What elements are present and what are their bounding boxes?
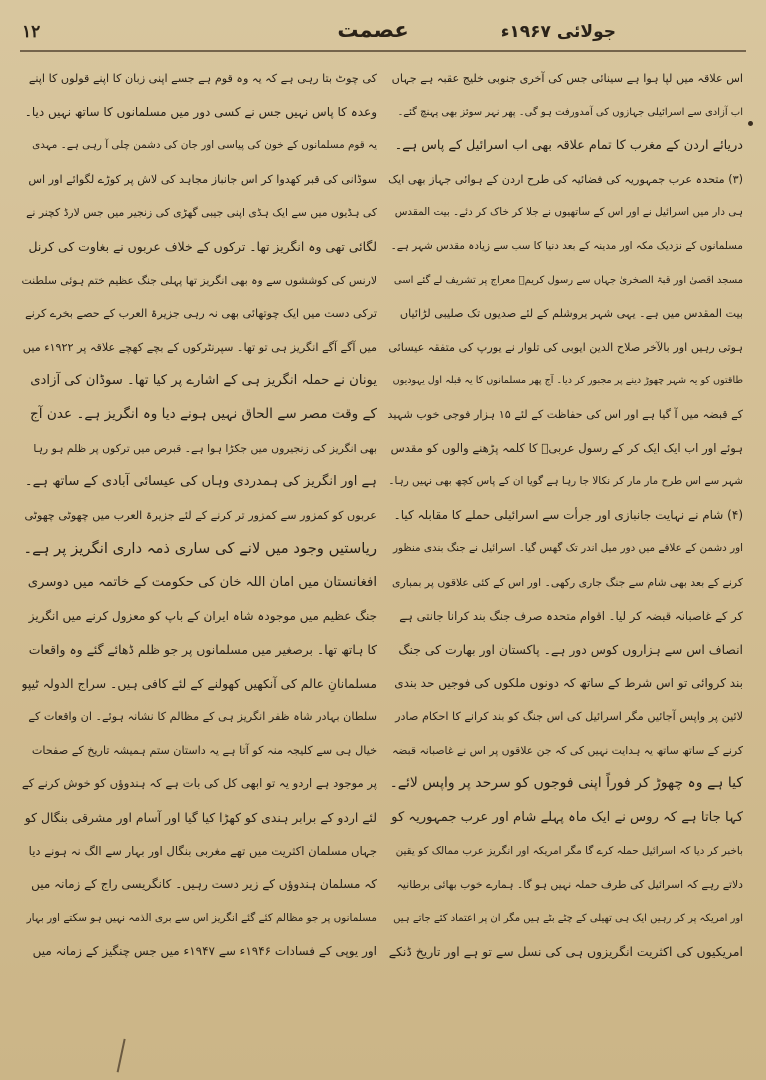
text-line: مسلمانوں کے نزدیک مکہ اور مدینہ کے بعد دنیا کا سب سے زیادہ مقدس شہر ہے۔	[390, 239, 743, 252]
text-line: مسجد اقصیٰ اور قبۃ الصخریٰ جہاں سے رسول کریمؐ معراج پر تشریف لے گئے اسی	[393, 274, 743, 286]
text-line: کے وقت مصر سے الحاق نہیں ہونے دیا وہ انگریز ہے۔ عدن آج	[30, 405, 377, 422]
text-line: بند کروائی تو اس شرط کے ساتھ کہ دونوں ملکوں کی فوجیں حد بندی	[394, 675, 743, 690]
text-line: لارنس کی کوششوں سے وہ بھی انگریز تھا پہلی جنگ عظیم ختم ہوئی سلطنت	[22, 273, 377, 287]
header-rule	[20, 50, 746, 52]
text-line: ہے اور انگریز کی ہمدردی وہاں کی عیسائی آبادی کے ساتھ ہے۔	[24, 474, 377, 490]
issue-date: جولائی ۱۹۶۷ء	[500, 22, 616, 42]
text-line: ترکی دست میں ایک چوتھائی بھی نہ رہی جزیرۃ العرب کے حصے بخرے کرنے	[25, 307, 377, 321]
text-line: کا ہاتھ تھا۔ برصغیر میں مسلمانوں پر جو ظلم ڈھائے گئے وہ واقعات	[28, 642, 377, 658]
text-line: عربوں کو کمزور سے کمزور تر کرنے کے لئے جزیرۃ العرب میں چھوٹی چھوٹی	[24, 508, 377, 522]
text-line: باخبر کر دیا کہ اسرائیل حملہ کرے گا مگر امریکہ اور انگریز عرب ممالک کو یقین	[395, 844, 743, 857]
text-line: لگائی تھی وہ انگریز تھا۔ ترکوں کے خلاف عربوں نے بغاوت کی کرنل	[28, 238, 377, 254]
left-text-column	[22, 62, 377, 1022]
text-line: پر موجود ہے اردو یہ تو ابھی کل کی بات ہے کہ ہندوؤں کو خوش کرنے کے	[22, 776, 377, 791]
text-line: جہاں مسلمان اکثریت میں تھے مغربی بنگال اور بہار سے الگ نہ ہونے دیا	[28, 843, 377, 858]
text-line: میں آگے آگے انگریز ہی تو تھا۔ سپرنٹرکوں کے بچے کھچے علاقہ پر ۱۹۲۲ء میں	[22, 340, 377, 354]
text-line: کی ہڈیوں میں سے ایک ہڈی اپنی جیبی گھڑی کی زنجیر میں جس لارڈ کچنر نے	[26, 206, 377, 220]
text-line: (۴) شام نے نہایت جانبازی اور جرأت سے اسرائیلی حملے کا مقابلہ کیا۔	[393, 507, 743, 522]
text-line: اس علاقہ میں لپا ہوا ہے سینائی جس کی آخری جنوبی خلیج عقبہ ہے جہاں	[391, 72, 743, 85]
text-line: کر کے غاصبانہ قبضہ کر لیا۔ اقوام متحدہ صرف جنگ بند کرانا جانتی ہے	[399, 608, 743, 623]
text-line: جنگ عظیم میں موجودہ شاہ ایران کے باپ کو معزول کرنے میں انگریز	[28, 608, 377, 623]
text-line: اب آزادی سے اسرائیلی جہازوں کی آمدورفت ہو گی۔ پھر نہر سوئز بھی پہنچ گئے۔	[397, 106, 743, 118]
page-number: ۱۲	[22, 22, 41, 42]
text-line: لائین پر واپس آجائیں مگر اسرائیل کی اس جنگ کو بند کرانے کا احکام صادر	[395, 710, 743, 724]
text-line: دلاتے رہے کہ اسرائیل کی طرف حملہ نہیں ہو گا۔ ہمارے خوب بھائی برطانیہ	[396, 878, 743, 892]
text-line: ہوئے اور اب ایک ایک کر کے رسول عربیؐ کا کلمہ پڑھنے والوں کو مقدس	[390, 440, 743, 455]
margin-pen-mark	[117, 1039, 140, 1076]
page-header	[0, 18, 766, 58]
text-line: اور یوپی کے فسادات ۱۹۴۶ء سے ۱۹۴۷ء میں جس چنگیز کے زمانہ میں	[32, 944, 377, 959]
journal-title: عصمت	[337, 18, 409, 42]
margin-dot	[748, 121, 753, 126]
text-line: لئے اردو کے برابر ہندی کو کھڑا کیا گیا اور آسام اور مشرقی بنگال کو	[24, 810, 377, 826]
text-line: دریائے اردن کے مغرب کا تمام علاقہ بھی اب اسرائیل کے پاس ہے۔	[394, 138, 743, 154]
text-line: ہوتی رہیں اور بالآخر صلاح الدین ایوبی کی تلوار نے یورپ کی متفقہ عیسائی	[388, 340, 743, 354]
text-line: سوڈانی کی قبر کھدوا کر اس جانباز مجاہد کی لاش پر کوڑے لگوائے اور اس	[28, 172, 377, 186]
text-line: وعدہ کا پاس نہیں جس نے کسی دور میں مسلمانوں کا ساتھ نہیں دیا۔	[24, 104, 377, 119]
text-line: (۳) متحدہ عرب جمہوریہ کی فضائیہ کی طرح اردن کے ہوائی جہاز بھی ایک	[388, 172, 743, 186]
text-line: بیت المقدس میں ہے۔ یہی شہر یروشلم کے لئے صدیوں تک صلیبی لڑائیاں	[399, 307, 743, 321]
text-line: انصاف اس سے ہزاروں کوس دور ہے۔ پاکستان اور بھارت کی جنگ	[398, 642, 743, 658]
text-line: بھی انگریز کی زنجیروں میں جکڑا ہوا ہے۔ قبرص میں ترکوں پر ظلم ہو رہا	[33, 441, 377, 455]
text-line: ریاستیں وجود میں لانے کی ساری ذمہ داری انگریز پر ہے۔	[23, 540, 377, 558]
text-line: شہر سے اس طرح مار مار کر نکالا جا رہا ہے گویا ان کے پاس کچھ بھی نہیں رہا۔	[388, 475, 743, 488]
text-line: اور دشمن کے علاقے میں دور میل اندر تک گھس گیا۔ اسرائیل نے جنگ بندی منظور	[393, 542, 743, 555]
text-line: امریکیوں کی اکثریت انگریزوں ہی کی نسل سے تو ہے اور تاریخ ڈنکے	[388, 944, 743, 960]
text-line: اور امریکہ پر کر رہیں ایک ہی تھیلی کے چٹے بٹے ہیں مگر ان پر اعتماد کئے جاتے ہیں	[393, 912, 743, 924]
text-line: یہ قوم مسلمانوں کے خون کی پیاسی اور جان کی دشمن چلی آ رہی ہے۔ مہدی	[32, 139, 377, 152]
text-line: افغانستان میں امان اللہ خان کی حکومت کے خاتمہ میں دوسری	[27, 574, 377, 590]
text-line: خیال ہی سے کلیجہ منہ کو آتا ہے یہ داستان ستم ہمیشہ تاریخ کے صفحات	[31, 743, 377, 757]
text-line: مسلمانانِ عالم کی آنکھیں کھولنے کے لئے کافی ہیں۔ سراج الدولہ ٹیپو	[22, 675, 377, 691]
text-line: طاقتوں کو یہ شہر چھوڑ دینے پر مجبور کر دیا۔ آج پھر مسلمانوں کا یہ قبلہ اول یہودیوں	[392, 375, 743, 387]
text-line: مسلمانوں پر جو مظالم کئے گئے انگریز اس سے بری الذمہ نہیں ہو سکتے اور بہار	[26, 911, 377, 924]
text-line: کرنے کے ساتھ ساتھ یہ ہدایت نہیں کی کہ جن علاقوں پر اس نے غاصبانہ قبضہ	[391, 743, 743, 757]
text-line: کہ مسلمان ہندوؤں کے زیر دست رہیں۔ کانگریسی راج کے زمانہ میں	[31, 877, 377, 892]
text-line: یونان نے حملہ انگریز ہی کے اشارے پر کیا تھا۔ سوڈان کی آزادی	[30, 373, 377, 389]
text-line: کہا جاتا ہے کہ روس نے ایک ماہ پہلے شام اور عرب جمہوریہ کو	[391, 810, 743, 826]
text-line: سلطان بہادر شاہ ظفر انگریز ہی کے مظالم کا نشانہ ہوئے۔ ان واقعات کے	[28, 710, 377, 724]
text-line: کرنے کے بعد بھی شام سے جنگ جاری رکھی۔ اور اس کے کئی علاقوں پر بمباری	[392, 575, 743, 589]
text-line: کے قبضہ میں آ گیا ہے اور اس کی حفاظت کے لئے ۱۵ ہزار فوجی خوب شہید	[388, 407, 743, 421]
text-line: ہی دار میں اسرائیل نے اور اس کے ساتھیوں نے جلا کر خاک کر دئے۔ بیت المقدس	[394, 206, 743, 219]
text-line: کی چوٹ بتا رہی ہے کہ یہ وہ قوم ہے جسے اپنی زبان کا اپنے قولوں کا اپنے	[28, 72, 377, 85]
right-text-column	[388, 62, 743, 1022]
text-line: کیا ہے وہ چھوڑ کر فوراً اپنی فوجوں کو سرحد پر واپس لائے۔	[389, 775, 743, 792]
